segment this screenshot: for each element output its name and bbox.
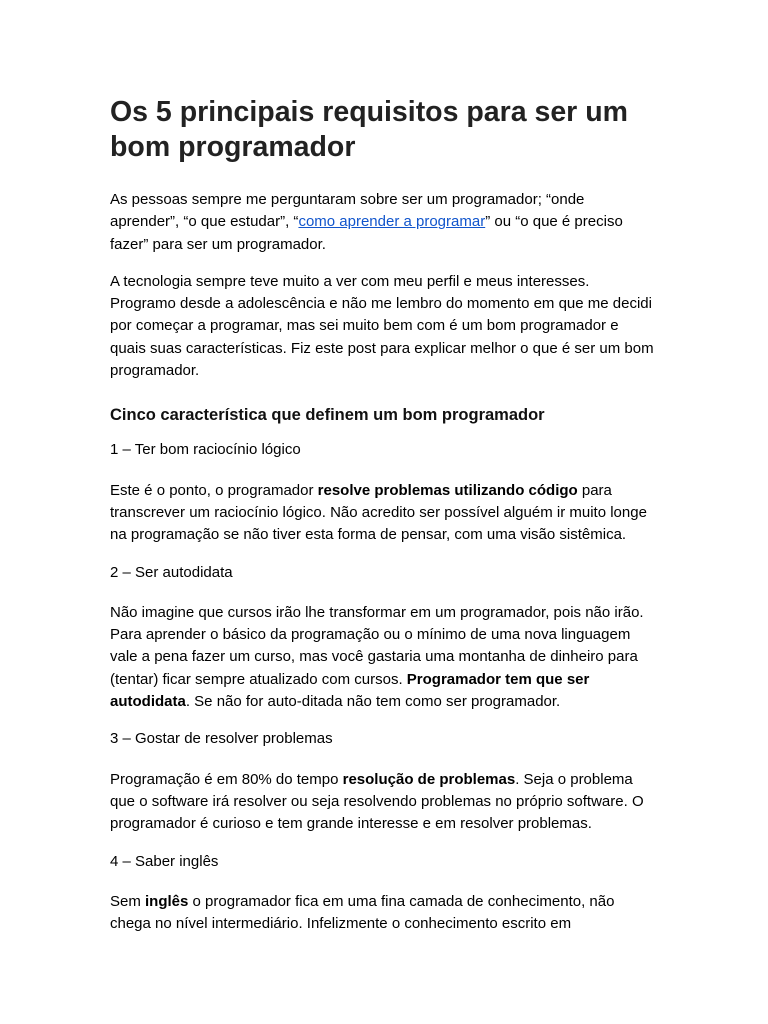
item-body-3 bbox=[110, 769, 655, 836]
intro-text-end: ” ou “o que é preciso fazer” para ser um programador. bbox=[110, 213, 623, 253]
item-heading-4: 4 – Saber inglês bbox=[110, 852, 219, 870]
page-title: Os 5 principais requisitos para ser um bom programador bbox=[110, 96, 628, 163]
item-body-3-text-end: . Seja o problema que o software irá resolver ou seja resolvendo problemas no próprio software. O programador é curioso e tem grande interesse e em resolver problemas. bbox=[110, 770, 644, 833]
item-body-2-bold: Programador tem que ser autodidata bbox=[110, 670, 590, 711]
item-heading-2: 2 – Ser autodidata bbox=[110, 563, 233, 581]
item-body-1 bbox=[110, 480, 655, 547]
item-body-2-text-end: . Se não for auto-ditada não tem como ser programador. bbox=[185, 693, 561, 711]
item-body-4-text: Sem bbox=[110, 892, 146, 910]
intro-paragraph bbox=[110, 189, 655, 256]
item-body-2-text: Não imagine que cursos irão lhe transformar em um programador, pois não irão. Para aprender o básico da programação ou o mínimo de uma nova linguagem vale a pena fazer um curso, mas você gastaria uma montanha de dinheiro para (tentar) ficar sempre atualizado com cursos. bbox=[110, 603, 644, 688]
item-body-2 bbox=[110, 602, 655, 713]
item-body-3-bold: resolução de problemas bbox=[342, 770, 516, 788]
document-page bbox=[110, 95, 655, 950]
learn-programming-link[interactable]: como aprender a programar bbox=[298, 213, 486, 231]
item-body-1-text: Este é o ponto, o programador bbox=[110, 481, 318, 499]
item-body-3-text: Programação é em 80% do tempo bbox=[110, 770, 343, 788]
background-paragraph: A tecnologia sempre teve muito a ver com meu perfil e meus interesses. Programo desde a adolescência e não me lembro do momento em que me decidi por começar a programar, mas sei muito bem com é um bom programador e quais suas características. Fiz este post para explicar melhor o que é ser um bom programador. bbox=[110, 272, 654, 380]
item-body-4 bbox=[110, 891, 655, 936]
item-heading-1: 1 – Ter bom raciocínio lógico bbox=[110, 441, 301, 459]
item-body-1-text-end: para transcrever um raciocínio lógico. Não acredito ser possível alguém ir muito longe na programação se não tiver esta forma de pensar, com uma visão sistêmica. bbox=[110, 481, 647, 544]
intro-text-start: As pessoas sempre me perguntaram sobre ser um programador; “onde aprender”, “o que estudar”, “ bbox=[110, 191, 585, 231]
section-heading: Cinco característica que definem um bom programador bbox=[110, 406, 545, 425]
item-body-4-bold: inglês bbox=[145, 892, 189, 910]
item-heading-3: 3 – Gostar de resolver problemas bbox=[110, 730, 333, 748]
item-body-4-text-end: o programador fica em uma fina camada de conhecimento, não chega no nível intermediário. Infelizmente o conhecimento escrito em bbox=[110, 892, 615, 933]
item-body-1-bold: resolve problemas utilizando código bbox=[317, 481, 578, 499]
